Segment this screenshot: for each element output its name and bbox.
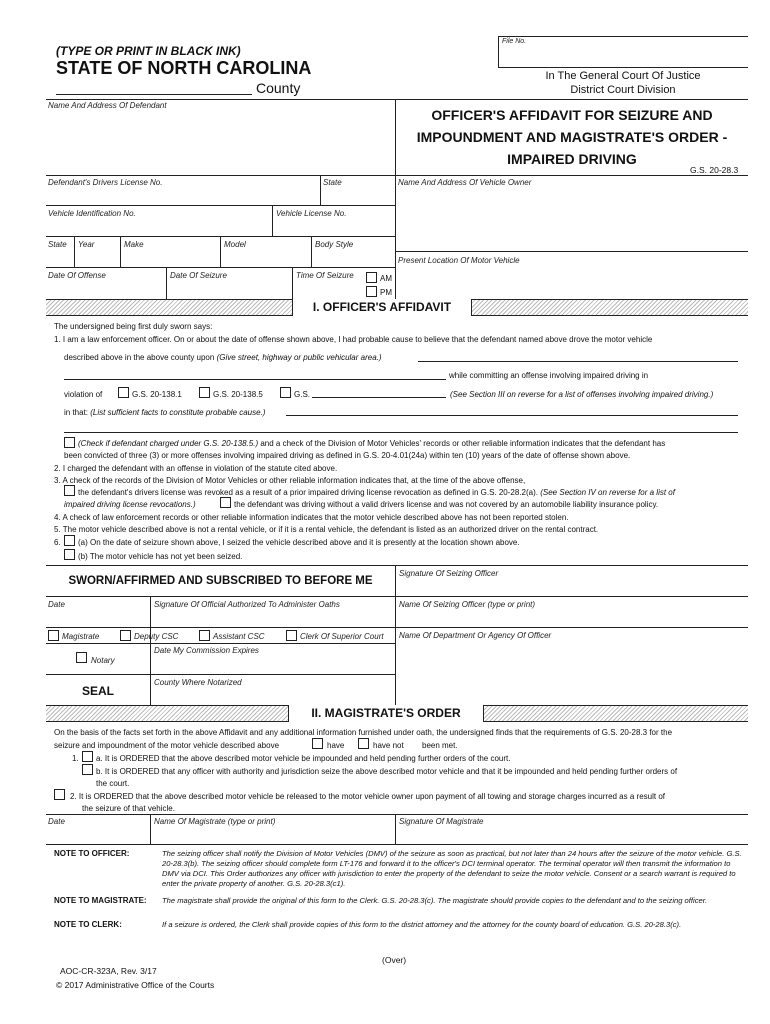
no-valid-license-checkbox[interactable]: [220, 497, 231, 508]
note-officer-text: The seizing officer shall notify the Division of Motor Vehicles (DMV) of the seizure as soon as practical, but not later than 24 hours after the seizure of the motor vehicle. G.S. 20-28.3(b). The seizing officer should complete form LT-176 and forward it to the officer's DCI terminal operator. The terminal operator will then transmit the information to DMV via DCI. This Order authorizes any officer with jurisdiction to enter the property of the defendant to seize the motor vehicle. Consent or a search warrant is required to enter the private property of another. G.S. 20-28.3(c1).: [162, 849, 742, 888]
county-notarized-input[interactable]: [152, 688, 393, 704]
have-not-label: have not: [373, 741, 404, 750]
date-seizure-input[interactable]: [168, 282, 290, 298]
commission-expires-label: Date My Commission Expires: [154, 646, 259, 655]
deputy-csc-label: Deputy CSC: [134, 632, 179, 641]
veh-state-input[interactable]: [48, 250, 72, 266]
name-officer-label: Name Of Seizing Officer (type or print): [399, 600, 536, 609]
model-input[interactable]: [222, 250, 309, 266]
item-3a-text: the defendant's drivers license was revoked as a result of a prior impaired driving license revocation as defined in G.S. 20-28.2(a).: [78, 488, 538, 497]
court-name: In The General Court Of Justice: [545, 70, 701, 82]
gs-20-138-5-checkbox[interactable]: [199, 387, 210, 398]
have-checkbox[interactable]: [312, 738, 323, 749]
state-title: STATE OF NORTH CAROLINA: [56, 58, 312, 78]
order-1b-checkbox[interactable]: [82, 764, 93, 775]
section-2-title: II. MAGISTRATE'S ORDER: [288, 705, 484, 722]
item-1b-text: described above in the above county upon: [64, 353, 215, 362]
check-text-2: been convicted of three (3) or more offenses involving impaired driving as defined in G.S. 20-4.01(24a) within ten (10) years of the date of offense shown above.: [64, 451, 631, 460]
present-location-label: Present Location Of Motor Vehicle: [398, 256, 520, 265]
year-input[interactable]: [76, 250, 118, 266]
order-2-text: 2. It is ORDERED that the above described motor vehicle be released to the motor vehicle owner upon payment of all towing and storage charges incurred as a result of: [70, 792, 665, 801]
file-no-input[interactable]: [560, 40, 746, 64]
date-offense-label: Date Of Offense: [48, 271, 106, 280]
clerk-superior-checkbox[interactable]: [286, 630, 297, 641]
item-6b-text: (b) The motor vehicle has not yet been seized.: [78, 552, 243, 561]
been-met-label: been met.: [422, 741, 458, 750]
license-no-label: Vehicle License No.: [276, 209, 347, 218]
have-label: have: [327, 741, 345, 750]
title-line-1: OFFICER'S AFFIDAVIT FOR SEIZURE AND: [431, 107, 713, 123]
model-label: Model: [224, 240, 246, 249]
item-3a-hint-2: impaired driving license revocations.): [64, 500, 196, 509]
check-intro-line: [78, 439, 665, 448]
deputy-csc-checkbox[interactable]: [120, 630, 131, 641]
notary-checkbox[interactable]: [76, 652, 87, 663]
time-seizure-input[interactable]: [294, 282, 364, 298]
over-label: (Over): [382, 955, 407, 965]
order-date-label: Date: [48, 817, 65, 826]
order-2-text-2: the seizure of that vehicle.: [82, 804, 175, 813]
make-input[interactable]: [122, 250, 218, 266]
location-input-2[interactable]: [64, 379, 446, 380]
date-seizure-label: Date Of Seizure: [170, 271, 227, 280]
sworn-intro: The undersigned being first duly sworn says:: [54, 322, 213, 331]
note-clerk-heading: NOTE TO CLERK:: [54, 920, 122, 929]
dl-state-label: State: [323, 178, 342, 187]
sig-officer-input[interactable]: [398, 579, 746, 595]
copyright: © 2017 Administrative Office of the Courts: [56, 980, 215, 990]
note-officer-heading: NOTE TO OFFICER:: [54, 849, 130, 858]
order-date-input[interactable]: [48, 827, 148, 843]
note-magistrate-heading: NOTE TO MAGISTRATE:: [54, 896, 147, 905]
vin-label: Vehicle Identification No.: [48, 209, 136, 218]
violation-of-label: violation of: [64, 390, 103, 399]
owner-name-input[interactable]: [398, 189, 746, 249]
vin-input[interactable]: [48, 219, 270, 235]
have-not-checkbox[interactable]: [358, 738, 369, 749]
magistrate-label: Magistrate: [62, 632, 100, 641]
gs-other-input[interactable]: [312, 397, 446, 398]
pm-label: PM: [380, 288, 392, 297]
owner-name-label: Name And Address Of Vehicle Owner: [398, 178, 532, 187]
gs-other-checkbox[interactable]: [280, 387, 291, 398]
sworn-heading: SWORN/AFFIRMED AND SUBSCRIBED TO BEFORE ME: [68, 575, 373, 587]
see-section-3: (See Section III on reverse for a list of offenses involving impaired driving.): [450, 390, 714, 399]
name-magistrate-input[interactable]: [152, 827, 393, 843]
order-intro-2: seizure and impoundment of the motor vehicle described above: [54, 741, 280, 750]
gs-other-label: G.S.: [294, 390, 311, 399]
in-that-hint: (List sufficient facts to constitute probable cause.): [90, 408, 266, 417]
sig-magistrate-input[interactable]: [398, 827, 746, 843]
charged-20-138-5-checkbox[interactable]: [64, 437, 75, 448]
sig-official-input[interactable]: [152, 610, 393, 626]
order-1b-text: b. It is ORDERED that any officer with authority and jurisdiction seize the above described motor vehicle and that it be impounded and held pending further orders of: [96, 767, 678, 776]
assistant-csc-checkbox[interactable]: [199, 630, 210, 641]
court-division: District Court Division: [570, 84, 676, 96]
check-intro: (Check if defendant charged under G.S. 20-138.5.): [78, 439, 259, 448]
item-6a-text: (a) On the date of seizure shown above, I seized the vehicle described above and it is presently at the location shown above.: [78, 538, 520, 547]
in-that: [64, 408, 265, 417]
assistant-csc-label: Assistant CSC: [213, 632, 265, 641]
form-number: AOC-CR-323A, Rev. 3/17: [60, 966, 157, 976]
order-intro: On the basis of the facts set forth in the above Affidavit and any additional information furnished under oath, the undersigned finds that the requirements of G.S. 20-28.3 for the: [54, 728, 673, 737]
affidavit-item-1: 1. I am a law enforcement officer. On or about the date of offense shown above, I had probable cause to believe that the defendant named above drove the motor vehicle: [54, 335, 653, 344]
dept-agency-input[interactable]: [398, 642, 746, 702]
item-3b-text: the defendant was driving without a valid drivers license and was not covered by an automobile liability insurance policy.: [234, 500, 659, 509]
magistrate-checkbox[interactable]: [48, 630, 59, 641]
location-input-1[interactable]: [418, 361, 738, 362]
form-title: [397, 104, 747, 170]
order-1b-text-2: the court.: [96, 779, 130, 788]
dept-agency-label: Name Of Department Or Agency Of Officer: [399, 631, 552, 640]
pm-checkbox[interactable]: [366, 286, 377, 297]
facts-input-2[interactable]: [64, 432, 738, 433]
vehicle-seized-checkbox[interactable]: [64, 535, 75, 546]
defendant-name-input[interactable]: [48, 112, 393, 174]
gs-20-138-1-label: G.S. 20-138.1: [132, 390, 182, 399]
date-offense-input[interactable]: [48, 282, 164, 298]
section-1-title: I. OFFICER'S AFFIDAVIT: [292, 299, 472, 316]
ink-instruction: (TYPE OR PRINT IN BLACK INK): [56, 44, 241, 58]
order-2-checkbox[interactable]: [54, 789, 65, 800]
title-line-3: IMPAIRED DRIVING: [507, 151, 637, 167]
title-line-2: IMPOUNDMENT AND MAGISTRATE'S ORDER -: [416, 129, 728, 145]
sig-official-label: Signature Of Official Authorized To Administer Oaths: [154, 600, 340, 609]
present-location-input[interactable]: [398, 266, 746, 298]
note-magistrate-text: The magistrate shall provide the original of this form to the Clerk. G.S. 20-28.3(c). The magistrate should provide copies to the defendant and to the seizing officer.: [162, 896, 708, 905]
drivers-license-input[interactable]: [48, 188, 318, 204]
check-text: and a check of the Division of Motor Vehicles' records or other reliable information indicates that the defendant has: [260, 439, 666, 448]
sworn-date-label: Date: [48, 600, 65, 609]
county-label: County: [256, 80, 301, 96]
affidavit-item-3: 3. A check of the records of the Division of Motor Vehicles or other reliable information indicates that, at the time of the above offense,: [54, 476, 526, 485]
note-clerk-text: If a seizure is ordered, the Clerk shall provide copies of this form to the district attorney and the attorney for the county board of education. G.S. 20-28.3(c).: [162, 920, 682, 929]
defendant-name-label: Name And Address Of Defendant: [48, 101, 167, 110]
order-num-1: 1.: [72, 754, 79, 763]
dl-state-input[interactable]: [323, 188, 393, 204]
in-that-label: in that:: [64, 408, 89, 417]
license-no-input[interactable]: [276, 219, 393, 235]
order-1a-checkbox[interactable]: [82, 751, 93, 762]
year-label: Year: [78, 240, 95, 249]
affidavit-item-5: 5. The motor vehicle described above is not a rental vehicle, or if it is a rental vehicle, the defendant is listed as an authorized driver on the rental contract.: [54, 525, 599, 534]
affidavit-item-4: 4. A check of law enforcement records or other reliable information indicates that the motor vehicle described above has not been reported stolen.: [54, 513, 569, 522]
item-3a-hint: (See Section IV on reverse for a list of: [540, 488, 675, 497]
drivers-license-label: Defendant's Drivers License No.: [48, 178, 163, 187]
time-seizure-label: Time Of Seizure: [296, 271, 354, 280]
sig-officer-label: Signature Of Seizing Officer: [399, 569, 499, 578]
license-revoked-checkbox[interactable]: [64, 485, 75, 496]
gs-20-138-5-label: G.S. 20-138.5: [213, 390, 263, 399]
while-committing: while committing an offense involving impaired driving in: [449, 371, 649, 380]
order-1a-text: a. It is ORDERED that the above described motor vehicle be impounded and held pending further orders of the court.: [96, 754, 511, 763]
affidavit-item-1b: [64, 353, 382, 362]
body-style-input[interactable]: [313, 250, 393, 266]
name-officer-input[interactable]: [398, 610, 746, 626]
am-checkbox[interactable]: [366, 272, 377, 283]
am-label: AM: [380, 274, 392, 283]
notary-label: Notary: [91, 656, 115, 665]
seal-label: SEAL: [81, 684, 114, 698]
make-label: Make: [124, 240, 144, 249]
sworn-date-input[interactable]: [48, 610, 148, 626]
county-notarized-label: County Where Notarized: [154, 678, 242, 687]
not-yet-seized-checkbox[interactable]: [64, 549, 75, 560]
veh-state-label: State: [48, 240, 67, 249]
clerk-superior-label: Clerk Of Superior Court: [300, 632, 384, 641]
file-no-label: File No.: [502, 38, 527, 45]
sig-magistrate-label: Signature Of Magistrate: [399, 817, 484, 826]
gs-20-138-1-checkbox[interactable]: [118, 387, 129, 398]
name-magistrate-label: Name Of Magistrate (type or print): [154, 817, 276, 826]
item-6-num: 6.: [54, 538, 61, 547]
body-style-label: Body Style: [315, 240, 354, 249]
county-input[interactable]: [56, 94, 252, 95]
item-3a-line: [78, 488, 675, 497]
affidavit-item-2: 2. I charged the defendant with an offense in violation of the statute cited above.: [54, 464, 338, 473]
commission-expires-input[interactable]: [152, 656, 393, 672]
item-1b-hint: (Give street, highway or public vehicular area.): [216, 353, 382, 362]
facts-input-1[interactable]: [286, 415, 738, 416]
statute-ref: G.S. 20-28.3: [690, 165, 739, 175]
